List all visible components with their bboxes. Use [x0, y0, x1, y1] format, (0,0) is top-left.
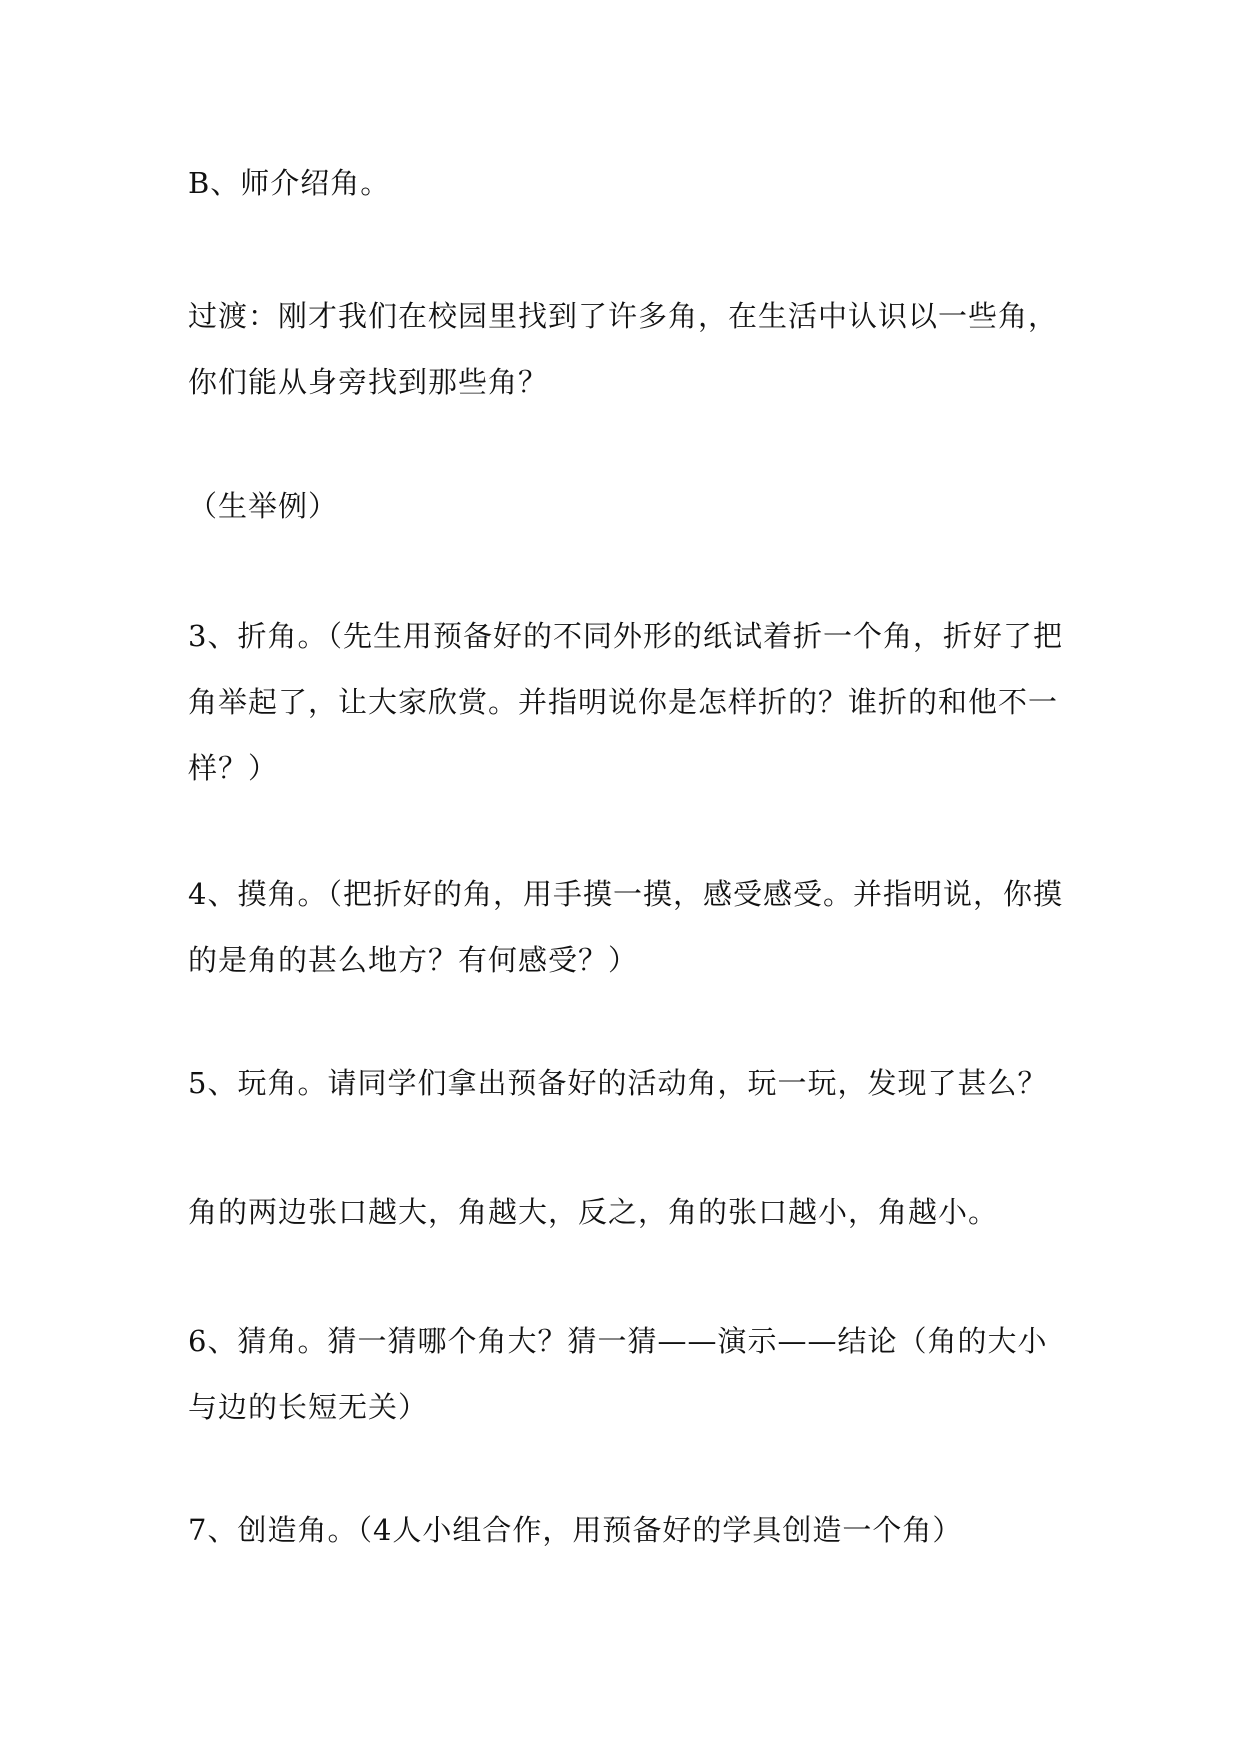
paragraph-transition: [188, 283, 1068, 415]
paragraph-guess-angle: [188, 1308, 1068, 1440]
text-line: 的是角的甚么地方？有何感受？）: [188, 943, 639, 977]
paragraph-student-examples: [188, 473, 1068, 539]
paragraph-fold-angle: [188, 603, 1068, 801]
text-line: （生举例）: [188, 489, 339, 523]
text-line: 样？）: [188, 751, 279, 785]
text-line: 角举起了，让大家欣赏。并指明说你是怎样折的？谁折的和他不一: [188, 685, 1059, 719]
text-line: 与边的长短无关）: [188, 1390, 429, 1424]
paragraph-play-angle: [188, 1050, 1068, 1116]
paragraph-touch-angle: [188, 861, 1068, 993]
text-line: 7、创造角。（4人小组合作，用预备好的学具创造一个角）: [188, 1513, 963, 1547]
text-line: 4、摸角。（把折好的角，用手摸一摸，感受感受。并指明说，你摸: [188, 877, 1063, 911]
text-line: 角的两边张口越大，角越大，反之，角的张口越小，角越小。: [188, 1195, 999, 1229]
text-line: 5、玩角。请同学们拿出预备好的活动角，玩一玩，发现了甚么？: [188, 1066, 1048, 1100]
text-line: 3、折角。（先生用预备好的不同外形的纸试着折一个角，折好了把: [188, 619, 1063, 653]
text-line: B、师介绍角。: [188, 166, 391, 200]
text-line: 你们能从身旁找到那些角？: [188, 365, 549, 399]
paragraph-angle-size-rule: [188, 1179, 1068, 1245]
text-line: 过渡：刚才我们在校园里找到了许多角，在生活中认识以一些角，: [188, 299, 1059, 333]
paragraph-create-angle: [188, 1497, 1068, 1563]
text-line: 6、猜角。猜一猜哪个角大？猜一猜——演示——结论（角的大小: [188, 1324, 1048, 1358]
paragraph-b-intro: [188, 150, 1068, 216]
